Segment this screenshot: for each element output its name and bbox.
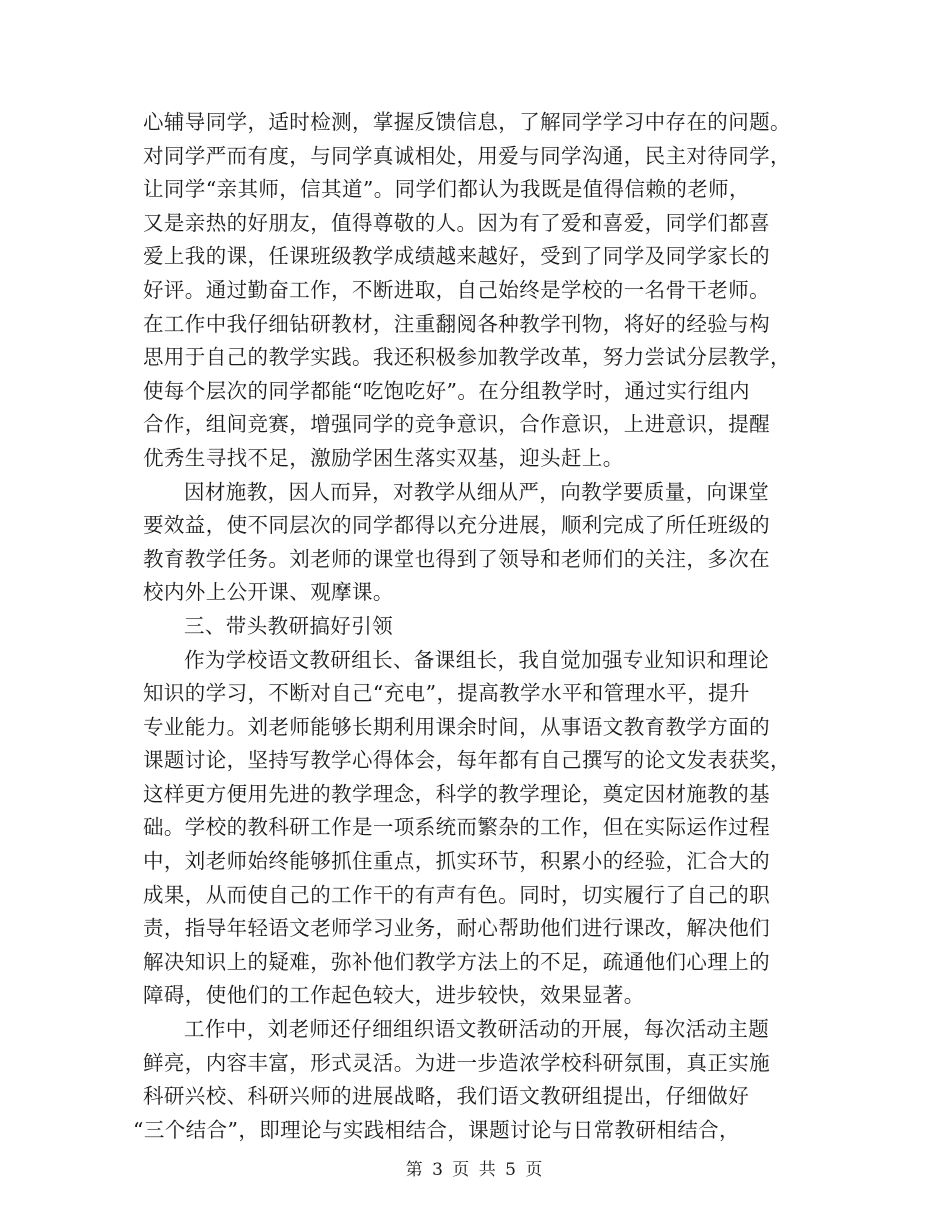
- text-line: 课题讨论，坚持写教学心得体会，每年都有自己撰写的论文发表获奖，: [143, 748, 791, 773]
- text-line: 爱上我的课，任课班级教学成绩越来越好，受到了同学及同学家长的: [143, 244, 770, 269]
- text-line: 这样更方便用先进的教学理念，科学的教学理论，奠定因材施教的基: [143, 781, 770, 806]
- text-line: 校内外上公开课、观摩课。: [143, 580, 394, 605]
- page-number-footer: 第 3 页 共 5 页: [405, 1160, 545, 1180]
- text-line: 对同学严而有度，与同学真诚相处，用爱与同学沟通，民主对待同学，: [143, 143, 791, 168]
- section-heading: 三、带头教研搞好引领: [184, 613, 393, 638]
- text-line: 责，指导年轻语文老师学习业务，耐心帮助他们进行课改，解决他们: [143, 916, 770, 941]
- text-line: 优秀生寻找不足，激励学困生落实双基，迎头赶上。: [143, 445, 624, 470]
- text-line: 教育教学任务。刘老师的课堂也得到了领导和老师们的关注，多次在: [143, 546, 770, 571]
- paragraph-first-line: 作为学校语文教研组长、备课组长，我自觉加强专业知识和理论: [184, 647, 770, 672]
- text-line: 障碍，使他们的工作起色较大，进步较快，效果显著。: [143, 983, 645, 1008]
- text-line: “三个结合”，即理论与实践相结合，课题讨论与日常教研相结合，: [133, 1117, 740, 1142]
- text-line: 心辅导同学，适时检测，掌握反馈信息，了解同学学习中存在的问题。: [143, 110, 791, 134]
- text-line: 思用于自己的教学实践。我还积极参加教学改革，努力尝试分层教学，: [143, 345, 791, 370]
- text-line: 合作，组间竞赛，增强同学的竞争意识，合作意识，上进意识，提醒: [143, 412, 770, 437]
- text-line: 好评。通过勤奋工作，不断进取，自己始终是学校的一名骨干老师。: [143, 277, 770, 302]
- text-line: 成果，从而使自己的工作干的有声有色。同时，切实履行了自己的职: [143, 882, 770, 907]
- text-line: 专业能力。刘老师能够长期利用课余时间，从事语文教育教学方面的: [143, 714, 770, 739]
- text-line: 让同学“亲其师，信其道”。同学们都认为我既是值得信赖的老师，: [143, 177, 750, 202]
- paragraph-first-line: 工作中，刘老师还仔细组织语文教研活动的开展，每次活动主题: [184, 1017, 770, 1042]
- text-line: 又是亲热的好朋友，值得尊敬的人。因为有了爱和喜爱，同学们都喜: [143, 210, 770, 235]
- paragraph-first-line: 因材施教，因人而异，对教学从细从严，向教学要质量，向课堂: [184, 479, 770, 504]
- document-body: [133, 106, 823, 1147]
- text-line: 科研兴校、科研兴师的进展战略，我们语文教研组提出，仔细做好: [143, 1084, 750, 1109]
- text-line: 解决知识上的疑难，弥补他们教学方法上的不足，疏通他们心理上的: [143, 949, 770, 974]
- text-line: 知识的学习，不断对自己“充电”，提高教学水平和管理水平，提升: [143, 681, 750, 706]
- text-line: 在工作中我仔细钻研教材，注重翻阅各种教学刊物，将好的经验与构: [143, 311, 770, 336]
- text-line: 使每个层次的同学都能“吃饱吃好”。在分组教学时，通过实行组内: [143, 378, 750, 403]
- text-line: 础。学校的教科研工作是一项系统而繁杂的工作，但在实际运作过程: [143, 815, 770, 840]
- text-line: 要效益，使不同层次的同学都得以充分进展，顺利完成了所任班级的: [143, 513, 770, 538]
- text-line: 鲜亮，内容丰富，形式灵活。为进一步造浓学校科研氛围，真正实施: [143, 1050, 770, 1075]
- text-line: 中，刘老师始终能够抓住重点，抓实环节，积累小的经验，汇合大的: [143, 849, 770, 874]
